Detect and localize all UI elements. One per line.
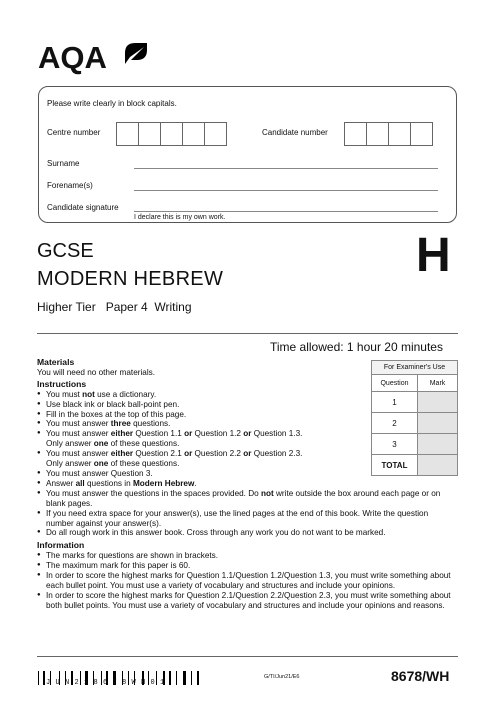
logo-text: AQA <box>38 40 107 75</box>
centre-number-label: Centre number <box>47 128 101 137</box>
instructions-list-a <box>37 390 337 489</box>
information-item: ● In order to score the highest marks for Question 2.1/Question 2.2/Question 2.3, you must write something about both bullet points. You must use a variety of vocabulary and structures and include your opinions and reasons. <box>37 591 457 611</box>
instruction-item: ● You must not use a dictionary. <box>37 390 337 400</box>
barcode-text: JUN218678WH01 <box>46 679 170 687</box>
instruction-item: ● You must answer the questions in the spaces provided. Do not write outside the box around each page or on blank pages. <box>37 489 457 509</box>
signature-label: Candidate signature <box>47 203 119 212</box>
centre-number-boxes[interactable] <box>116 122 226 146</box>
instruction-item: ● Fill in the boxes at the top of this page. <box>37 410 337 420</box>
instructions-list-b <box>37 489 457 539</box>
candidate-digit-box[interactable] <box>388 122 411 146</box>
centre-digit-box[interactable] <box>204 122 227 146</box>
instructions-section <box>37 358 457 611</box>
instruction-item: ● Use black ink or black ball-point pen. <box>37 400 337 410</box>
declaration-text: I declare this is my own work. <box>134 214 226 221</box>
information-item: ● In order to score the highest marks for Question 1.1/Question 1.2/Question 1.3, you must write something about each bullet point. You must use a variety of vocabulary and structures and include your opinions. <box>37 571 457 591</box>
candidate-digit-box[interactable] <box>410 122 433 146</box>
instruction-item: ● Answer all questions in Modern Hebrew. <box>37 479 337 489</box>
instruction-item: ● You must answer Question 3. <box>37 469 337 479</box>
question-column-header: Question <box>372 375 418 392</box>
block-capitals-instruction: Please write clearly in block capitals. <box>47 99 177 108</box>
centre-digit-box[interactable] <box>138 122 161 146</box>
question-number: 3 <box>372 434 418 455</box>
instruction-item: ● If you need extra space for your answer(s), use the lined pages at the end of this book. Write the question number against your answer(s). <box>37 509 457 529</box>
information-item: ● The marks for questions are shown in brackets. <box>37 551 457 561</box>
document-reference: G/TI/Jun21/E6 <box>264 674 300 680</box>
candidate-number-boxes[interactable] <box>344 122 432 146</box>
qualification-title: GCSE <box>37 240 94 262</box>
instruction-item: ● You must answer either Question 1.1 or Question 1.2 or Question 1.3. Only answer one of these questions. <box>37 429 337 449</box>
instruction-item: ● You must answer either Question 2.1 or Question 2.2 or Question 2.3. Only answer one of these questions. <box>37 449 337 469</box>
instruction-item: ● You must answer three questions. <box>37 419 337 429</box>
question-number: 2 <box>372 413 418 434</box>
aqa-logo <box>38 40 168 80</box>
centre-digit-box[interactable] <box>160 122 183 146</box>
centre-digit-box[interactable] <box>116 122 139 146</box>
candidate-digit-box[interactable] <box>344 122 367 146</box>
divider <box>37 333 458 334</box>
materials-heading: Materials <box>37 357 75 367</box>
instructions-heading: Instructions <box>37 378 87 389</box>
total-label: TOTAL <box>372 455 418 476</box>
information-list <box>37 551 457 610</box>
candidate-number-label: Candidate number <box>262 128 328 137</box>
information-item: ● The maximum mark for this paper is 60. <box>37 561 457 571</box>
subject-title: MODERN HEBREW <box>37 268 224 290</box>
instruction-item: ● Do all rough work in this answer book. Cross through any work you do not want to be marked. <box>37 528 457 538</box>
information-heading: Information <box>37 540 85 551</box>
materials-text: You will need no other materials. <box>37 367 156 377</box>
candidate-digit-box[interactable] <box>366 122 389 146</box>
signature-line[interactable] <box>134 211 438 212</box>
time-allowed: Time allowed: 1 hour 20 minutes <box>270 340 443 354</box>
footer-divider <box>37 656 458 657</box>
forenames-line[interactable] <box>134 190 438 191</box>
tier-paper-line: Higher Tier Paper 4 Writing <box>37 300 192 314</box>
centre-digit-box[interactable] <box>182 122 205 146</box>
surname-line[interactable] <box>134 168 438 169</box>
tier-letter: H <box>416 229 451 282</box>
forenames-label: Forename(s) <box>47 181 93 190</box>
aqa-leaf-icon <box>122 40 150 66</box>
question-number: 1 <box>372 392 418 413</box>
surname-label: Surname <box>47 159 80 168</box>
examiner-table-title: For Examiner's Use <box>372 361 458 375</box>
paper-code: 8678/WH <box>391 668 450 684</box>
mark-column-header: Mark <box>418 375 458 392</box>
